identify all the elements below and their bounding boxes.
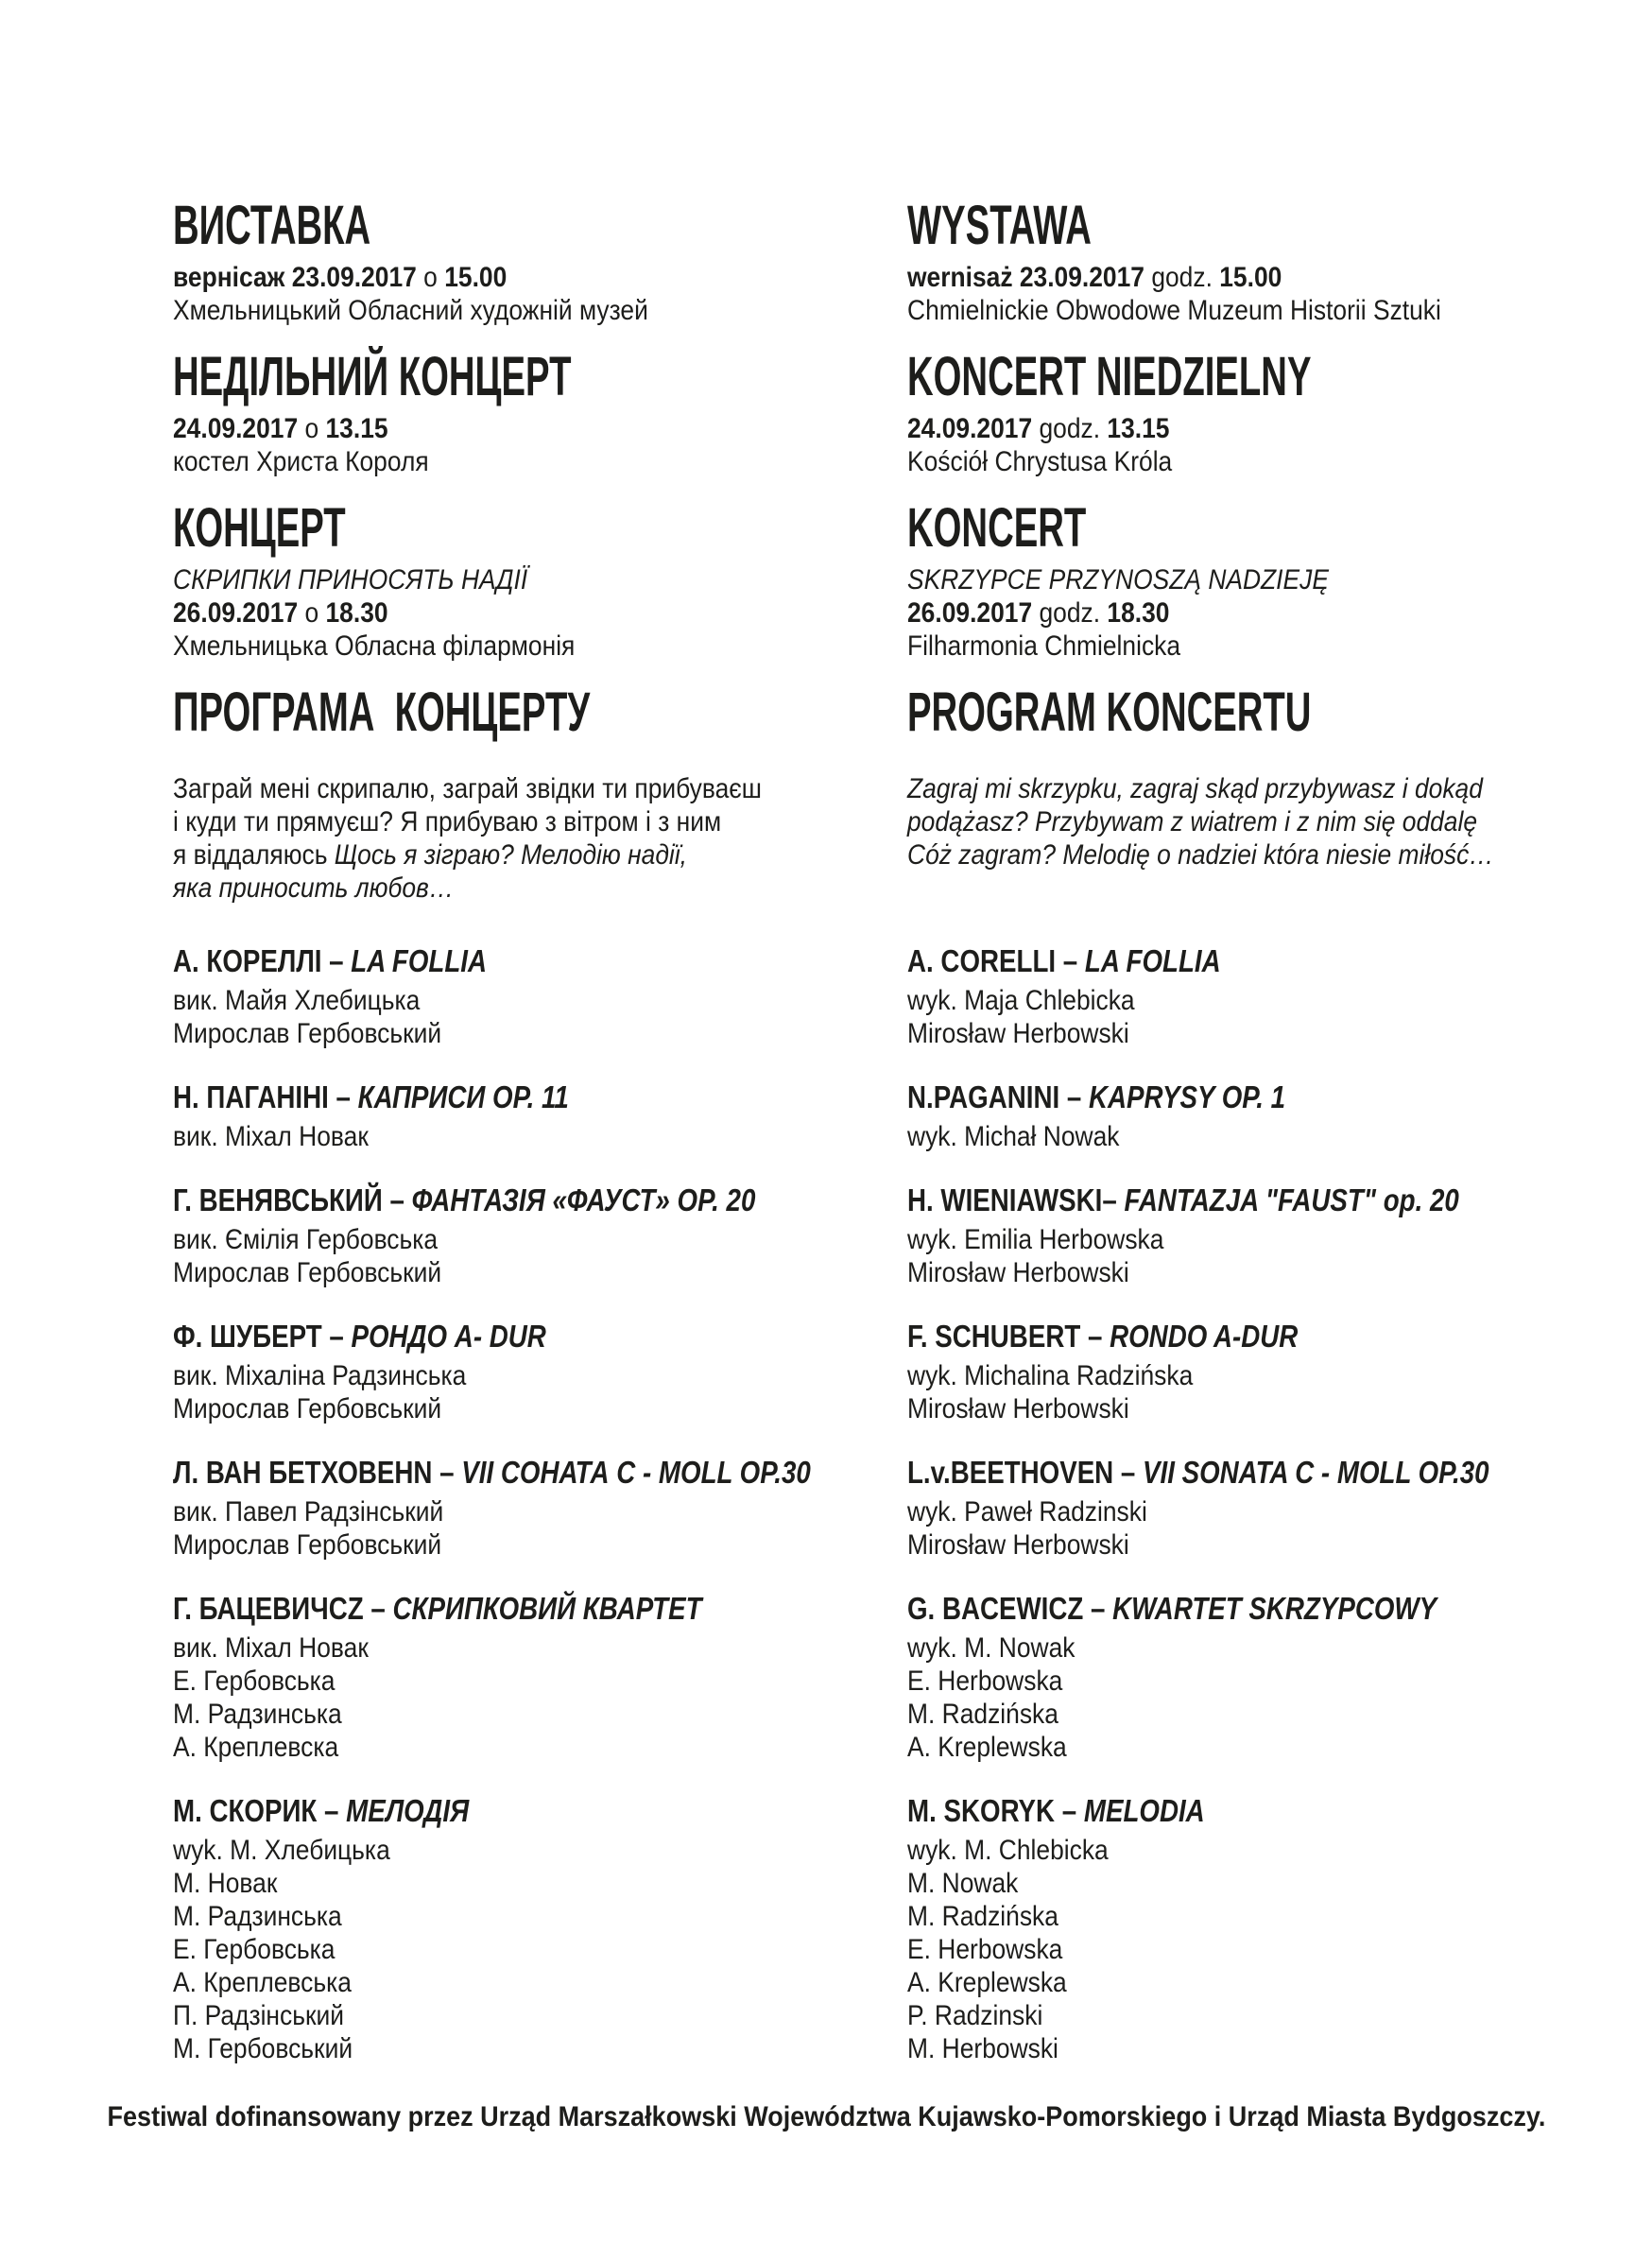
text-line	[173, 1867, 797, 1900]
piece-title	[907, 942, 1503, 980]
text-line	[173, 772, 797, 805]
section-title: ПРОГРАМА КОНЦЕРТУ	[173, 682, 591, 743]
footer	[0, 2100, 1652, 2134]
text-line	[173, 412, 797, 445]
text-segment: МЕЛОДІЯ	[346, 1793, 470, 1828]
text-segment: А. Креплевська	[173, 1967, 352, 1998]
text-segment: Н. ПАГАНІНІ –	[173, 1079, 358, 1114]
text-segment: wyk. M. Nowak	[907, 1632, 1076, 1664]
text-segment: wyk. М. Хлебицька	[173, 1835, 390, 1866]
text-line	[173, 1834, 797, 1867]
text-segment: podążasz? Przybywam z wiatrem i z nim się oddalę	[907, 806, 1478, 837]
piece-title	[173, 1792, 768, 1830]
piece-wieniawski-pl	[907, 1182, 1616, 1289]
text-segment: G. BACEWICZ –	[907, 1591, 1113, 1626]
text-segment: о	[304, 413, 326, 444]
text-segment: Zagraj mi skrzypku, zagraj skąd przybywasz i dokąd	[907, 773, 1483, 804]
piece-paganini-pl	[907, 1079, 1616, 1153]
text-line	[907, 1017, 1531, 1050]
text-segment: 18.30	[325, 597, 388, 629]
text-segment: RONDO A-DUR	[1110, 1319, 1299, 1354]
text-line	[173, 2032, 797, 2065]
text-line	[907, 563, 1531, 596]
text-line	[173, 1631, 797, 1665]
text-segment: M. Radzińska	[907, 1901, 1058, 1932]
piece-corelli-pl	[907, 942, 1616, 1050]
section-title: KONCERT	[907, 497, 1087, 559]
text-segment: Заграй мені скрипалю, заграй звідки ти прибуваєш	[173, 773, 762, 804]
text-segment: Mirosław Herbowski	[907, 1257, 1129, 1288]
text-segment: вик. Павел Радзінський	[173, 1496, 444, 1527]
text-segment: 15.00	[1219, 262, 1282, 293]
text-line	[173, 1528, 797, 1562]
text-segment: KWARTET SKRZYPCOWY	[1112, 1591, 1437, 1626]
text-line	[173, 1900, 797, 1933]
text-segment: E. Herbowska	[907, 1666, 1063, 1697]
text-segment: A. CORELLI –	[907, 943, 1085, 978]
text-segment: 24.09.2017	[907, 413, 1040, 444]
text-segment: М. Новак	[173, 1868, 278, 1899]
piece-paganini-ua	[173, 1079, 882, 1153]
text-line	[173, 261, 797, 294]
text-segment: wyk. Paweł Radzinski	[907, 1496, 1147, 1527]
text-segment: Festiwal dofinansowany przez Urząd Marszałkowski Województwa Kujawsko-Pomorskiego i Urząd Miasta Bydgoszczy.	[107, 2101, 1545, 2132]
text-segment: M. Nowak	[907, 1868, 1019, 1899]
footer-text	[107, 2100, 1545, 2134]
text-segment: КАПРИСИ ОР. 11	[357, 1079, 569, 1114]
piece-skoryk-ua	[173, 1792, 882, 2065]
text-line	[173, 1120, 797, 1153]
text-segment: вик. Ємілія Гербовська	[173, 1224, 439, 1255]
text-segment: Kościół Chrystusa Króla	[907, 446, 1173, 477]
column-polish	[907, 195, 1616, 2094]
section-title: ВИСТАВКА	[173, 195, 371, 256]
piece-title	[907, 1182, 1503, 1219]
text-segment: LA FOLLIA	[1084, 943, 1221, 978]
text-line	[907, 1392, 1531, 1425]
quote-pl	[907, 772, 1616, 872]
program-title-ua	[173, 682, 882, 743]
text-line	[907, 772, 1531, 805]
piece-title	[173, 1318, 768, 1355]
program-title-pl	[907, 682, 1616, 743]
text-segment: VII СОНАТА C - MOLL ОР.30	[461, 1455, 811, 1490]
text-segment: Мирослав Гербовський	[173, 1257, 442, 1288]
piece-title	[173, 1590, 768, 1628]
text-line	[173, 872, 797, 905]
text-line	[907, 1528, 1531, 1562]
piece-beethoven-pl	[907, 1454, 1616, 1562]
text-line	[907, 445, 1531, 478]
text-segment: о	[423, 262, 445, 293]
text-segment: ФАНТАЗІЯ «ФАУСТ» ОР. 20	[411, 1182, 756, 1217]
text-line	[907, 2032, 1531, 2065]
text-line	[173, 1999, 797, 2032]
text-segment: wyk. Emilia Herbowska	[907, 1224, 1164, 1255]
section-title: КОНЦЕРТ	[173, 497, 346, 559]
text-line	[907, 1665, 1531, 1698]
text-line	[173, 1223, 797, 1256]
text-segment: N.PAGANINI –	[907, 1079, 1090, 1114]
piece-title	[907, 1079, 1503, 1116]
text-segment: godz.	[1151, 262, 1220, 293]
text-segment: РОНДО А- DUR	[351, 1319, 546, 1354]
text-line	[173, 1359, 797, 1392]
text-segment: 24.09.2017	[173, 413, 305, 444]
text-line	[907, 1999, 1531, 2032]
piece-bacewicz-ua	[173, 1590, 882, 1764]
text-line	[907, 1966, 1531, 1999]
text-segment: Mirosław Herbowski	[907, 1529, 1129, 1561]
text-line	[907, 630, 1531, 663]
text-line	[907, 984, 1531, 1017]
text-segment: KAPRYSY OP. 1	[1089, 1079, 1286, 1114]
piece-title	[907, 1454, 1503, 1492]
text-line	[907, 1731, 1531, 1764]
text-segment: A. Kreplewska	[907, 1967, 1067, 1998]
column-ukrainian	[173, 195, 882, 2094]
text-line	[173, 445, 797, 478]
text-segment: VII SONATA C - MOLL OP.30	[1143, 1455, 1489, 1490]
text-segment: костел Христа Короля	[173, 446, 429, 477]
text-line	[173, 294, 797, 327]
text-segment: A. Kreplewska	[907, 1732, 1067, 1763]
text-line	[173, 1698, 797, 1731]
text-segment: 26.09.2017	[173, 597, 305, 629]
text-segment: 26.09.2017	[907, 597, 1040, 629]
piece-schubert-ua	[173, 1318, 882, 1425]
text-segment: E. Herbowska	[907, 1934, 1063, 1965]
text-segment: M. Herbowski	[907, 2033, 1058, 2064]
text-segment: Filharmonia Chmielnicka	[907, 630, 1181, 662]
text-segment: М. Радзинська	[173, 1901, 342, 1932]
text-line	[907, 1867, 1531, 1900]
section-title: НЕДІЛЬНИЙ КОНЦЕРТ	[173, 346, 572, 407]
text-line	[907, 1698, 1531, 1731]
text-segment: L.v.BEETHOVEN –	[907, 1455, 1144, 1490]
text-segment: вик. Майя Хлебицька	[173, 985, 421, 1016]
text-segment: Ф. ШУБЕРТ –	[173, 1319, 352, 1354]
piece-title	[173, 1079, 768, 1116]
quote-ua	[173, 772, 882, 905]
piece-title	[173, 1454, 811, 1492]
text-segment: Г. ВЕНЯВСЬКИЙ –	[173, 1182, 412, 1217]
text-segment: Е. Гербовська	[173, 1934, 336, 1965]
piece-bacewicz-pl	[907, 1590, 1616, 1764]
text-segment: СКРИПКОВИЙ КВАРТЕТ	[392, 1591, 702, 1626]
text-segment: Хмельницька Обласна філармонія	[173, 630, 576, 662]
text-segment: П. Радзінський	[173, 2000, 345, 2031]
text-segment: Л. ВАН БЕТХОВЕНN –	[173, 1455, 462, 1490]
text-segment: wyk. Michał Nowak	[907, 1121, 1120, 1152]
piece-title	[907, 1590, 1503, 1628]
piece-title	[173, 1182, 768, 1219]
text-line	[173, 1256, 797, 1289]
text-line	[907, 1900, 1531, 1933]
text-line	[907, 1256, 1531, 1289]
concert-pl	[907, 497, 1616, 663]
piece-title	[907, 1792, 1503, 1830]
exhibition-ua	[173, 195, 882, 327]
text-segment: Mirosław Herbowski	[907, 1018, 1129, 1049]
text-line	[173, 1665, 797, 1698]
text-line	[173, 1966, 797, 1999]
text-segment: wyk. Michalina Radzińska	[907, 1360, 1194, 1391]
piece-title	[907, 1318, 1503, 1355]
text-segment: Щось я зіграю? Мелодію надії,	[334, 839, 687, 871]
text-segment: Е. Гербовська	[173, 1666, 336, 1697]
text-segment: P. Radzinski	[907, 2000, 1043, 2031]
text-segment: 13.15	[325, 413, 388, 444]
text-segment: М. Радзинська	[173, 1699, 342, 1730]
text-segment: SKRZYPCE PRZYNOSZĄ NADZIEJĘ	[907, 564, 1329, 595]
text-segment: Chmielnickie Obwodowe Muzeum Historii Sztuki	[907, 295, 1441, 326]
text-line	[907, 1120, 1531, 1153]
text-segment: wyk. Maja Chlebicka	[907, 985, 1135, 1016]
text-line	[907, 838, 1531, 872]
text-segment: MELODIA	[1083, 1793, 1205, 1828]
text-segment: Мирослав Гербовський	[173, 1018, 442, 1049]
text-segment: M. Radzińska	[907, 1699, 1058, 1730]
text-segment: Г. БАЦЕВИЧСZ –	[173, 1591, 393, 1626]
sunday-concert-pl	[907, 346, 1616, 478]
text-line	[907, 294, 1531, 327]
text-segment: СКРИПКИ ПРИНОСЯТЬ НАДІЇ	[173, 564, 528, 595]
text-segment: о	[304, 597, 326, 629]
text-line	[907, 805, 1531, 838]
text-line	[907, 596, 1531, 630]
text-line	[173, 630, 797, 663]
text-line	[173, 1495, 797, 1528]
piece-corelli-ua	[173, 942, 882, 1050]
text-segment: H. WIENIAWSKI–	[907, 1182, 1125, 1217]
text-line	[907, 261, 1531, 294]
text-line	[173, 1392, 797, 1425]
concert-ua	[173, 497, 882, 663]
text-line	[907, 1223, 1531, 1256]
text-line	[907, 412, 1531, 445]
piece-skoryk-pl	[907, 1792, 1616, 2065]
piece-wieniawski-ua	[173, 1182, 882, 1289]
text-segment: А. Креплевска	[173, 1732, 339, 1763]
text-segment: Мирослав Гербовський	[173, 1529, 442, 1561]
sunday-concert-ua	[173, 346, 882, 478]
text-line	[173, 805, 797, 838]
text-segment: вик. Міхал Новак	[173, 1632, 369, 1664]
text-segment: Mirosław Herbowski	[907, 1393, 1129, 1424]
text-line	[173, 984, 797, 1017]
text-segment: я віддаляюсь	[173, 839, 335, 871]
text-line	[173, 1017, 797, 1050]
text-segment: M. SKORYK –	[907, 1793, 1084, 1828]
text-line	[173, 1933, 797, 1966]
section-title: PROGRAM KONCERTU	[907, 682, 1312, 743]
text-line	[173, 1731, 797, 1764]
text-segment: godz.	[1039, 597, 1108, 629]
text-segment: Хмельницький Обласний художній музей	[173, 295, 648, 326]
section-title: WYSTAWA	[907, 195, 1092, 256]
piece-title	[173, 942, 768, 980]
text-line	[907, 1933, 1531, 1966]
text-line	[173, 596, 797, 630]
piece-schubert-pl	[907, 1318, 1616, 1425]
text-segment: М. Гербовський	[173, 2033, 353, 2064]
text-segment: М. СКОРИК –	[173, 1793, 347, 1828]
text-segment: і куди ти прямуєш? Я прибуваю з вітром і з ним	[173, 806, 722, 837]
text-line	[173, 563, 797, 596]
text-segment: wyk. M. Chlebicka	[907, 1835, 1109, 1866]
text-segment: вик. Міхаліна Радзинська	[173, 1360, 467, 1391]
text-segment: А. КОРЕЛЛІ –	[173, 943, 352, 978]
text-segment: Мирослав Гербовський	[173, 1393, 442, 1424]
section-title: KONCERT NIEDZIELNY	[907, 346, 1312, 407]
text-segment: 18.30	[1107, 597, 1170, 629]
text-segment: F. SCHUBERT –	[907, 1319, 1110, 1354]
text-segment: вик. Міхал Новак	[173, 1121, 369, 1152]
text-segment: FANTAZJA "FAUST" op. 20	[1124, 1182, 1459, 1217]
text-segment: 13.15	[1107, 413, 1170, 444]
text-segment: LA FOLLIA	[351, 943, 488, 978]
text-line	[907, 1834, 1531, 1867]
text-line	[907, 1631, 1531, 1665]
text-segment: 15.00	[444, 262, 508, 293]
text-line	[907, 1359, 1531, 1392]
exhibition-pl	[907, 195, 1616, 327]
text-segment: Cóż zagram? Melodię o nadziei która niesie miłość…	[907, 839, 1494, 871]
text-segment: яка приносить любов…	[173, 872, 455, 904]
piece-beethoven-ua	[173, 1454, 882, 1562]
text-segment: godz.	[1039, 413, 1108, 444]
text-segment: вернісаж 23.09.2017	[173, 262, 424, 293]
text-line	[173, 838, 797, 872]
text-segment: wernisaż 23.09.2017	[907, 262, 1152, 293]
text-line	[907, 1495, 1531, 1528]
